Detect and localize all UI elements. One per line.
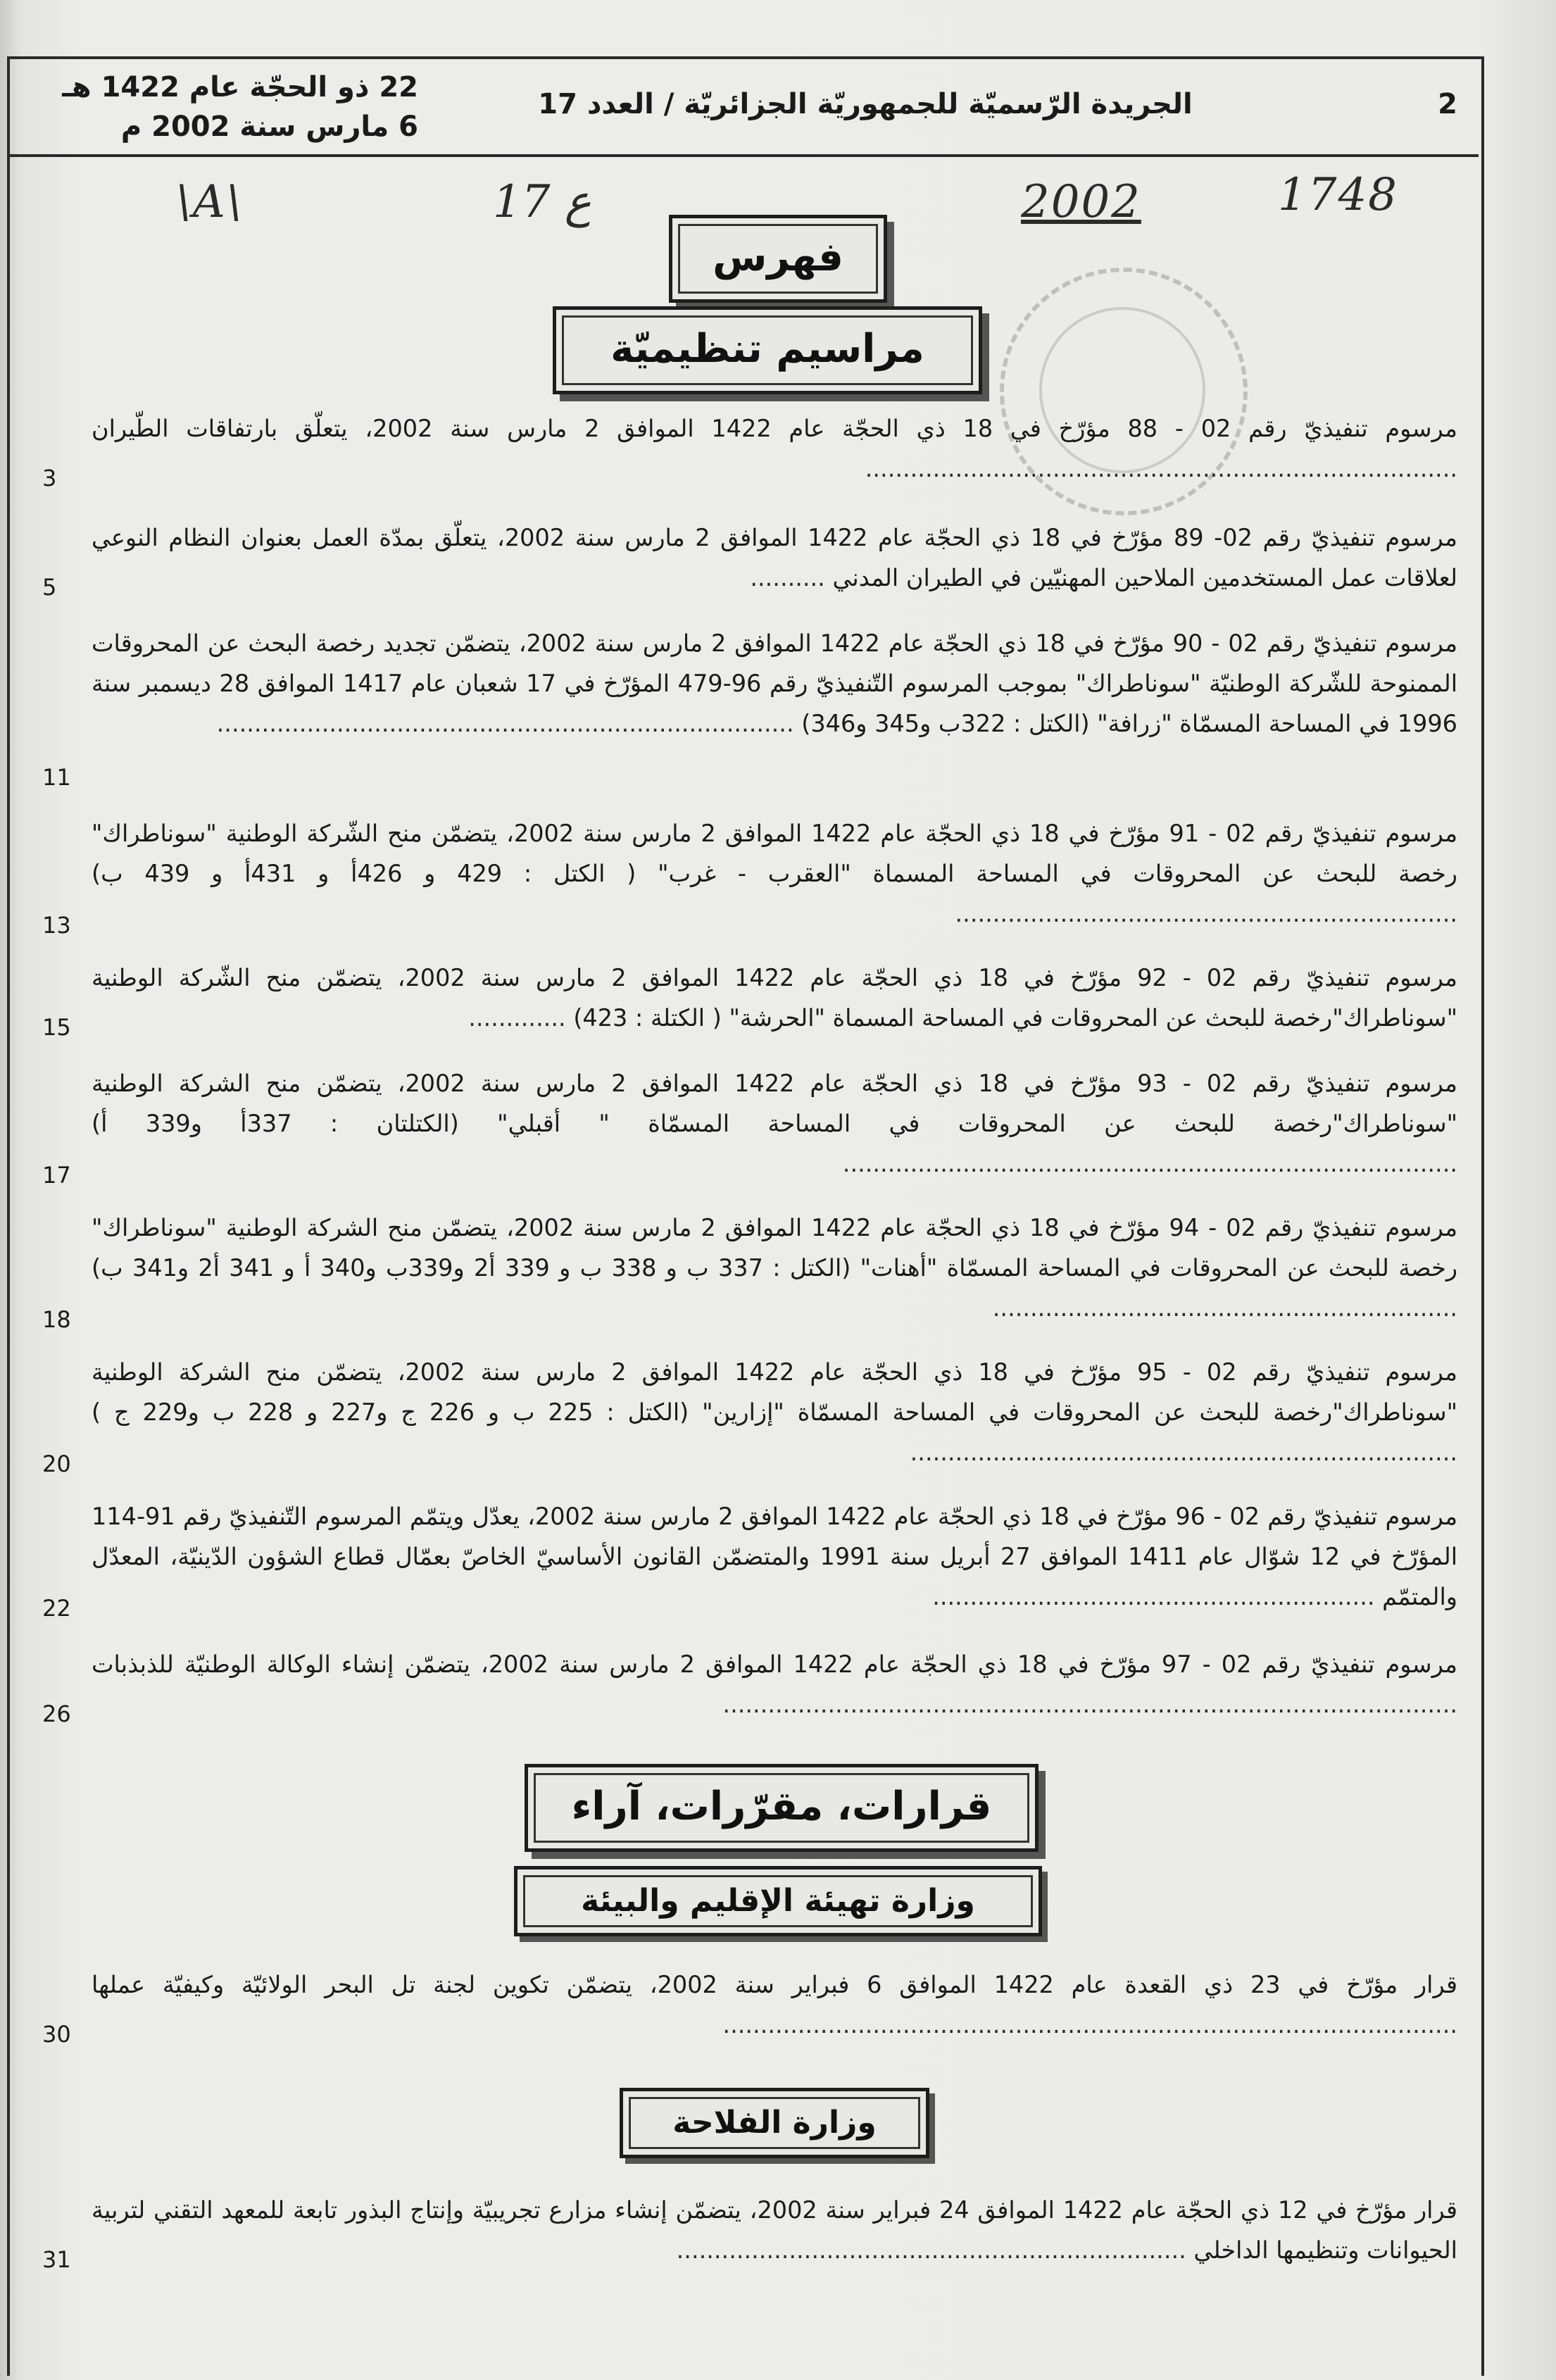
entry-text: مرسوم تنفيذيّ رقم 02 - 96 مؤرّخ في 18 ذي الحجّة عام 1422 الموافق 2 مارس سنة 2002، يعدّل ويتمّم المرسوم التّنفيذيّ رقم 91-114 المؤرّخ في 12 شوّال عام 1411 الموافق 27 أبريل سنة 1991 والمتضمّن القانون الأساسيّ الخاصّ بعمّال قطاع الشؤون الدّينيّة، المعدّل والمتمّم (92, 1503, 1458, 1610)
entry-page-number: 22 (42, 1595, 71, 1622)
entry-text: مرسوم تنفيذيّ رقم 02 - 90 مؤرّخ في 18 ذي الحجّة عام 1422 الموافق 2 مارس سنة 2002، يتضمّن تجديد رخصة البحث عن المحروقات الممنوحة للشّركة الوطنيّة "سوناطراك" بموجب المرسوم التّنفيذيّ رقم 96-479 المؤرّخ في 17 شعبان عام 1417 الموافق 28 ديسمبر سنة 1996 في المساحة المسمّاة "زرافة" (الكتل : 322ب و345 و346) (92, 630, 1458, 737)
leader-dots: ............................................................................... (865, 455, 1457, 482)
entry-page-number: 15 (42, 1014, 71, 1041)
section-title-decrees: مراسيم تنظيميّة (562, 315, 973, 385)
index-entry (92, 518, 1457, 598)
leader-dots: .................................................................................................. (722, 1691, 1457, 1718)
section-title-box-decrees (553, 306, 982, 394)
index-entry (92, 2190, 1457, 2270)
handwritten-year-mark: 2002 (1021, 176, 1141, 228)
leader-dots: ................................................................... (955, 900, 1457, 927)
handwritten-left-mark: \A\ (176, 176, 244, 228)
index-entry (92, 1644, 1457, 1724)
entry-page-number: 31 (42, 2246, 71, 2273)
entry-text: مرسوم تنفيذيّ رقم 02 - 92 مؤرّخ في 18 ذي الحجّة عام 1422 الموافق 2 مارس سنة 2002، يتضمّن منح الشّركة الوطنية "سوناطراك"رخصة للبحث عن المحروقات في المساحة المسماة "الحرشة" ( الكتلة : 423) (92, 964, 1457, 1032)
leader-dots: .................................................................... (676, 2236, 1194, 2264)
entry-text: مرسوم تنفيذيّ رقم 02 - 88 مؤرّخ في 18 ذي الحجّة عام 1422 الموافق 2 مارس سنة 2002، يتعلّق بارتفاقات الطّيران (92, 415, 1457, 442)
entry-page-number: 11 (42, 764, 71, 791)
entry-page-number: 18 (42, 1306, 71, 1333)
leader-dots: ........................................................... (932, 1583, 1383, 1610)
entry-page-number: 5 (42, 574, 57, 601)
entry-text: مرسوم تنفيذيّ رقم 02 - 94 مؤرّخ في 18 ذي الحجّة عام 1422 الموافق 2 مارس سنة 2002، يتضمّن منح الشركة الوطنية "سوناطراك" رخصة للبحث عن المحروقات في المساحة المسمّاة "أهنات" (الكتل : 337 ب و 338 ب و 339 أ2 و339ب و340 أ و 341 أ2 و341 ب) (92, 1214, 1458, 1282)
leader-dots: ............. (468, 1004, 574, 1032)
index-title-box (669, 215, 887, 303)
entry-text: مرسوم تنفيذيّ رقم 02 - 93 مؤرّخ في 18 ذي الحجّة عام 1422 الموافق 2 مارس سنة 2002، يتضمّن منح الشركة الوطنية "سوناطراك"رخصة للبحث عن المحروقات في المساحة المسمّاة " أقبلي" (الكتلتان : 337أ و339 أ) (92, 1070, 1457, 1137)
index-entry (92, 623, 1457, 744)
leader-dots: .................................................................................. (842, 1150, 1457, 1177)
entry-text: مرسوم تنفيذيّ رقم 02 - 97 مؤرّخ في 18 ذي الحجّة عام 1422 الموافق 2 مارس سنة 2002، يتضمّن إنشاء الوكالة الوطنيّة للذبذبات (92, 1651, 1458, 1678)
header-dates (52, 68, 418, 146)
entry-text: مرسوم تنفيذيّ رقم 02 - 91 مؤرّخ في 18 ذي الحجّة عام 1422 الموافق 2 مارس سنة 2002، يتضمّن منح الشّركة الوطنية "سوناطراك" رخصة للبحث عن المحروقات في المساحة المسماة "العقرب - غرب" ( الكتل : 429 و 426أ و 431أ و 439 ب) (92, 820, 1458, 887)
entry-text: مرسوم تنفيذيّ رقم 02- 89 مؤرّخ في 18 ذي الحجّة عام 1422 الموافق 2 مارس سنة 2002، يتعلّق بمدّة العمل بعنوان النظام النوعي لعلاقات عمل المستخدمين الملاحين المهنيّين في الطيران المدني (92, 524, 1457, 591)
entry-page-number: 26 (42, 1701, 71, 1727)
entry-page-number: 20 (42, 1451, 71, 1477)
subsection-title-box-environment (514, 1866, 1042, 1936)
index-title: فهرس (678, 224, 878, 294)
section-title-box-decisions (525, 1764, 1039, 1852)
index-entry (92, 813, 1457, 934)
entry-text: قرار مؤرّخ في 23 ذي القعدة عام 1422 الموافق 6 فبراير سنة 2002، يتضمّن تكوين لجنة تل البحر الولائيّة وكيفيّة عملها (92, 1971, 1457, 1998)
index-entry (92, 408, 1457, 489)
header-page-number: 2 (1438, 88, 1457, 120)
index-entry (92, 1208, 1457, 1328)
entry-page-number: 30 (42, 2021, 71, 2048)
leader-dots: .............................................................. (992, 1294, 1457, 1322)
leader-dots: ......................................................................... (910, 1439, 1457, 1466)
leader-dots: .......... (750, 564, 833, 591)
entry-page-number: 17 (42, 1162, 71, 1189)
page-header (10, 59, 1479, 157)
handwritten-issue-mark: 17 ع (493, 176, 591, 228)
index-entry (92, 1965, 1457, 2045)
entry-text: مرسوم تنفيذيّ رقم 02 - 95 مؤرّخ في 18 ذي الحجّة عام 1422 الموافق 2 مارس سنة 2002، يتضمّن منح الشركة الوطنية "سوناطراك"رخصة للبحث عن المحروقات في المساحة المسمّاة "إزارين" (الكتل : 225 ب و 226 ج و227 و 228 ب و229 ج ) (92, 1358, 1457, 1426)
handwritten-number-mark: 1748 (1278, 169, 1398, 221)
subsection-title-environment: وزارة تهيئة الإقليم والبيئة (523, 1875, 1033, 1927)
section-title-decisions: قرارات، مقرّرات، آراء (534, 1773, 1029, 1843)
leader-dots: .................................................................................................. (722, 2011, 1457, 2038)
index-entry (92, 958, 1457, 1038)
entry-page-number: 3 (42, 465, 57, 491)
subsection-title-agriculture: وزارة الفلاحة (629, 2097, 920, 2149)
index-entry (92, 1063, 1457, 1184)
leader-dots: ............................................................................. (216, 710, 802, 737)
index-entry (92, 1352, 1457, 1472)
header-date-hijri: 22 ذو الحجّة عام 1422 هـ (62, 71, 418, 104)
entry-text: قرار مؤرّخ في 12 ذي الحجّة عام 1422 الموافق 24 فبراير سنة 2002، يتضمّن إنشاء مزارع تجريبيّة وإنتاج البذور تابعة للمعهد التقني لتربية الحيوانات وتنظيمها الداخلي (92, 2196, 1457, 2264)
header-date-gregorian: 6 مارس سنة 2002 م (120, 111, 418, 143)
index-entry (92, 1496, 1457, 1617)
header-title: الجريدة الرّسميّة للجمهوريّة الجزائريّة / العدد 17 (538, 88, 1193, 120)
entry-page-number: 13 (42, 912, 71, 939)
subsection-title-box-agriculture (620, 2088, 929, 2158)
